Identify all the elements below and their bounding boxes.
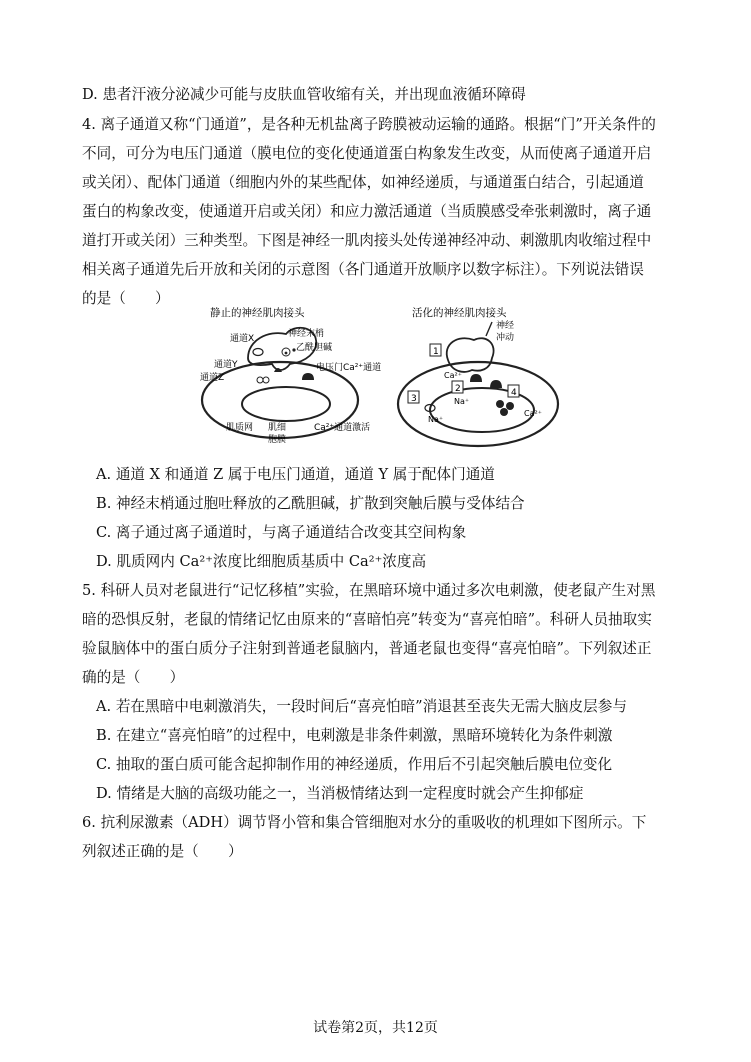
q4-stem-line: 不同，可分为电压门通道（膜电位的变化使通道蛋白构象发生改变，从而使离子通道开启 — [82, 145, 652, 162]
q4-stem-line: 道打开或关闭）三种类型。下图是神经一肌肉接头处传递神经冲动、刺激肌肉收缩过程中 — [82, 232, 652, 249]
q6-stem-line: 6. 抗利尿激素（ADH）调节肾小管和集合管细胞对水分的重吸收的机理如下图所示。下 — [82, 814, 647, 831]
q5-stem-line: 验鼠脑体中的蛋白质分子注射到普通老鼠脑内，普通老鼠也变得“喜亮怕暗”。下列叙述正 — [82, 640, 652, 657]
label-sarcolemma-2: 胞膜 — [268, 435, 287, 445]
label-sr: 肌质网 — [226, 423, 254, 433]
channel-z-shape — [263, 377, 269, 383]
q4-option-c: C. 离子通过离子通道时，与离子通道结合改变其空间构象 — [96, 524, 467, 541]
ca-release-dot — [506, 402, 514, 410]
q4-stem-line: 4. 离子通道又称“门通道”，是各种无机盐离子跨膜被动运输的通路。根据“门”开关条件的 — [82, 116, 656, 133]
q5-stem-line: 5. 科研人员对老鼠进行“记忆移植”实验，在黑暗环境中通过多次电刺激，使老鼠产生对黑 — [82, 582, 656, 599]
right-nerve-ending — [447, 338, 494, 372]
left-sr-outline — [242, 387, 330, 421]
label-sarcolemma-1: 肌细 — [268, 423, 287, 433]
label-voltage-ca-channel: 电压门Ca²⁺通道 — [316, 363, 382, 373]
channel-x-shape — [253, 349, 263, 356]
q4-stem-line: 蛋白的构象改变，使通道开启或关闭）和应力激活通道（当质膜感受牵张刺激时，离子通 — [82, 203, 652, 220]
q4-stem-line: 的是（ ） — [82, 290, 170, 307]
page-footer: 试卷第2页，共12页 — [313, 1020, 438, 1036]
q6-stem-line: 列叙述正确的是（ ） — [82, 843, 243, 860]
label-acetylcholine: 乙酰胆碱 — [296, 343, 333, 353]
ca-release-dot — [500, 408, 508, 416]
right-title: 活化的神经肌肉接头 — [412, 307, 507, 319]
label-channel-y: 通道Y — [214, 360, 238, 370]
nerve-impulse-line — [486, 322, 492, 336]
ca-release-dot — [496, 400, 504, 408]
q5-option-c: C. 抽取的蛋白质可能含起抑制作用的神经递质，作用后不引起突触后膜电位变化 — [96, 756, 613, 773]
q4-option-a: A. 通道 X 和通道 Z 属于电压门通道，通道 Y 属于配体门通道 — [96, 466, 495, 483]
label-ca-out: Ca²⁺ — [524, 409, 542, 418]
label-channel-x: 通道X — [230, 334, 255, 344]
step-3: 3 — [411, 394, 417, 404]
label-na-in: Na⁺ — [454, 397, 470, 406]
q4-option-b: B. 神经末梢通过胞吐释放的乙酰胆碱，扩散到突触后膜与受体结合 — [96, 495, 525, 512]
step-4: 4 — [511, 388, 517, 398]
q4-stem-line: 相关离子通道先后开放和关闭的示意图（各门通道开放顺序以数字标注）。下列说法错误 — [82, 261, 644, 278]
q5-stem-line: 暗的恐惧反射，老鼠的情绪记忆由原来的“喜暗怕亮”转变为“喜亮怕暗”。科研人员抽取实 — [82, 611, 652, 628]
channel-z-shape — [257, 377, 263, 383]
q4-stem-line: 或关闭）、配体门通道（细胞内外的某些配体，如神经递质，与通道蛋白结合，引起通道 — [82, 174, 644, 191]
right-channel-shape — [490, 380, 502, 388]
q5-option-d: D. 情绪是大脑的高级功能之一，当消极情绪达到一定程度时就会产生抑郁症 — [96, 785, 584, 802]
step-1: 1 — [433, 347, 439, 357]
label-channel-z: 通道Z — [200, 373, 225, 383]
q5-option-a: A. 若在黑暗中电刺激消失，一段时间后“喜亮怕暗”消退甚至丧失无需大脑皮层参与 — [96, 698, 627, 715]
label-na-out: Na⁺ — [428, 415, 444, 424]
left-title: 静止的神经肌肉接头 — [210, 307, 305, 319]
prev-option-d: D. 患者汗液分泌减少可能与皮肤血管收缩有关，并出现血液循环障碍 — [82, 86, 526, 103]
ach-dot — [285, 352, 288, 355]
right-channel-shape — [470, 374, 482, 382]
q5-option-b: B. 在建立“喜亮怕暗”的过程中，电刺激是非条件刺激，黑暗环境转化为条件刺激 — [96, 727, 613, 744]
label-nerve-1: 神经 — [496, 321, 515, 331]
label-nerve-ending: 神经末梢 — [288, 329, 325, 339]
step-2: 2 — [455, 384, 461, 394]
label-ca-in: Ca²⁺ — [444, 371, 462, 380]
figure-svg — [190, 300, 560, 458]
q4-option-d: D. 肌质网内 Ca²⁺浓度比细胞质基质中 Ca²⁺浓度高 — [96, 553, 427, 570]
neuromuscular-junction-figure — [190, 300, 560, 458]
q5-stem-line: 确的是（ ） — [82, 669, 185, 686]
voltage-ca-channel-shape — [302, 373, 314, 380]
label-nerve-2: 冲动 — [496, 333, 515, 343]
label-ca-channel-activated: Ca²⁺通道激活 — [314, 423, 371, 433]
